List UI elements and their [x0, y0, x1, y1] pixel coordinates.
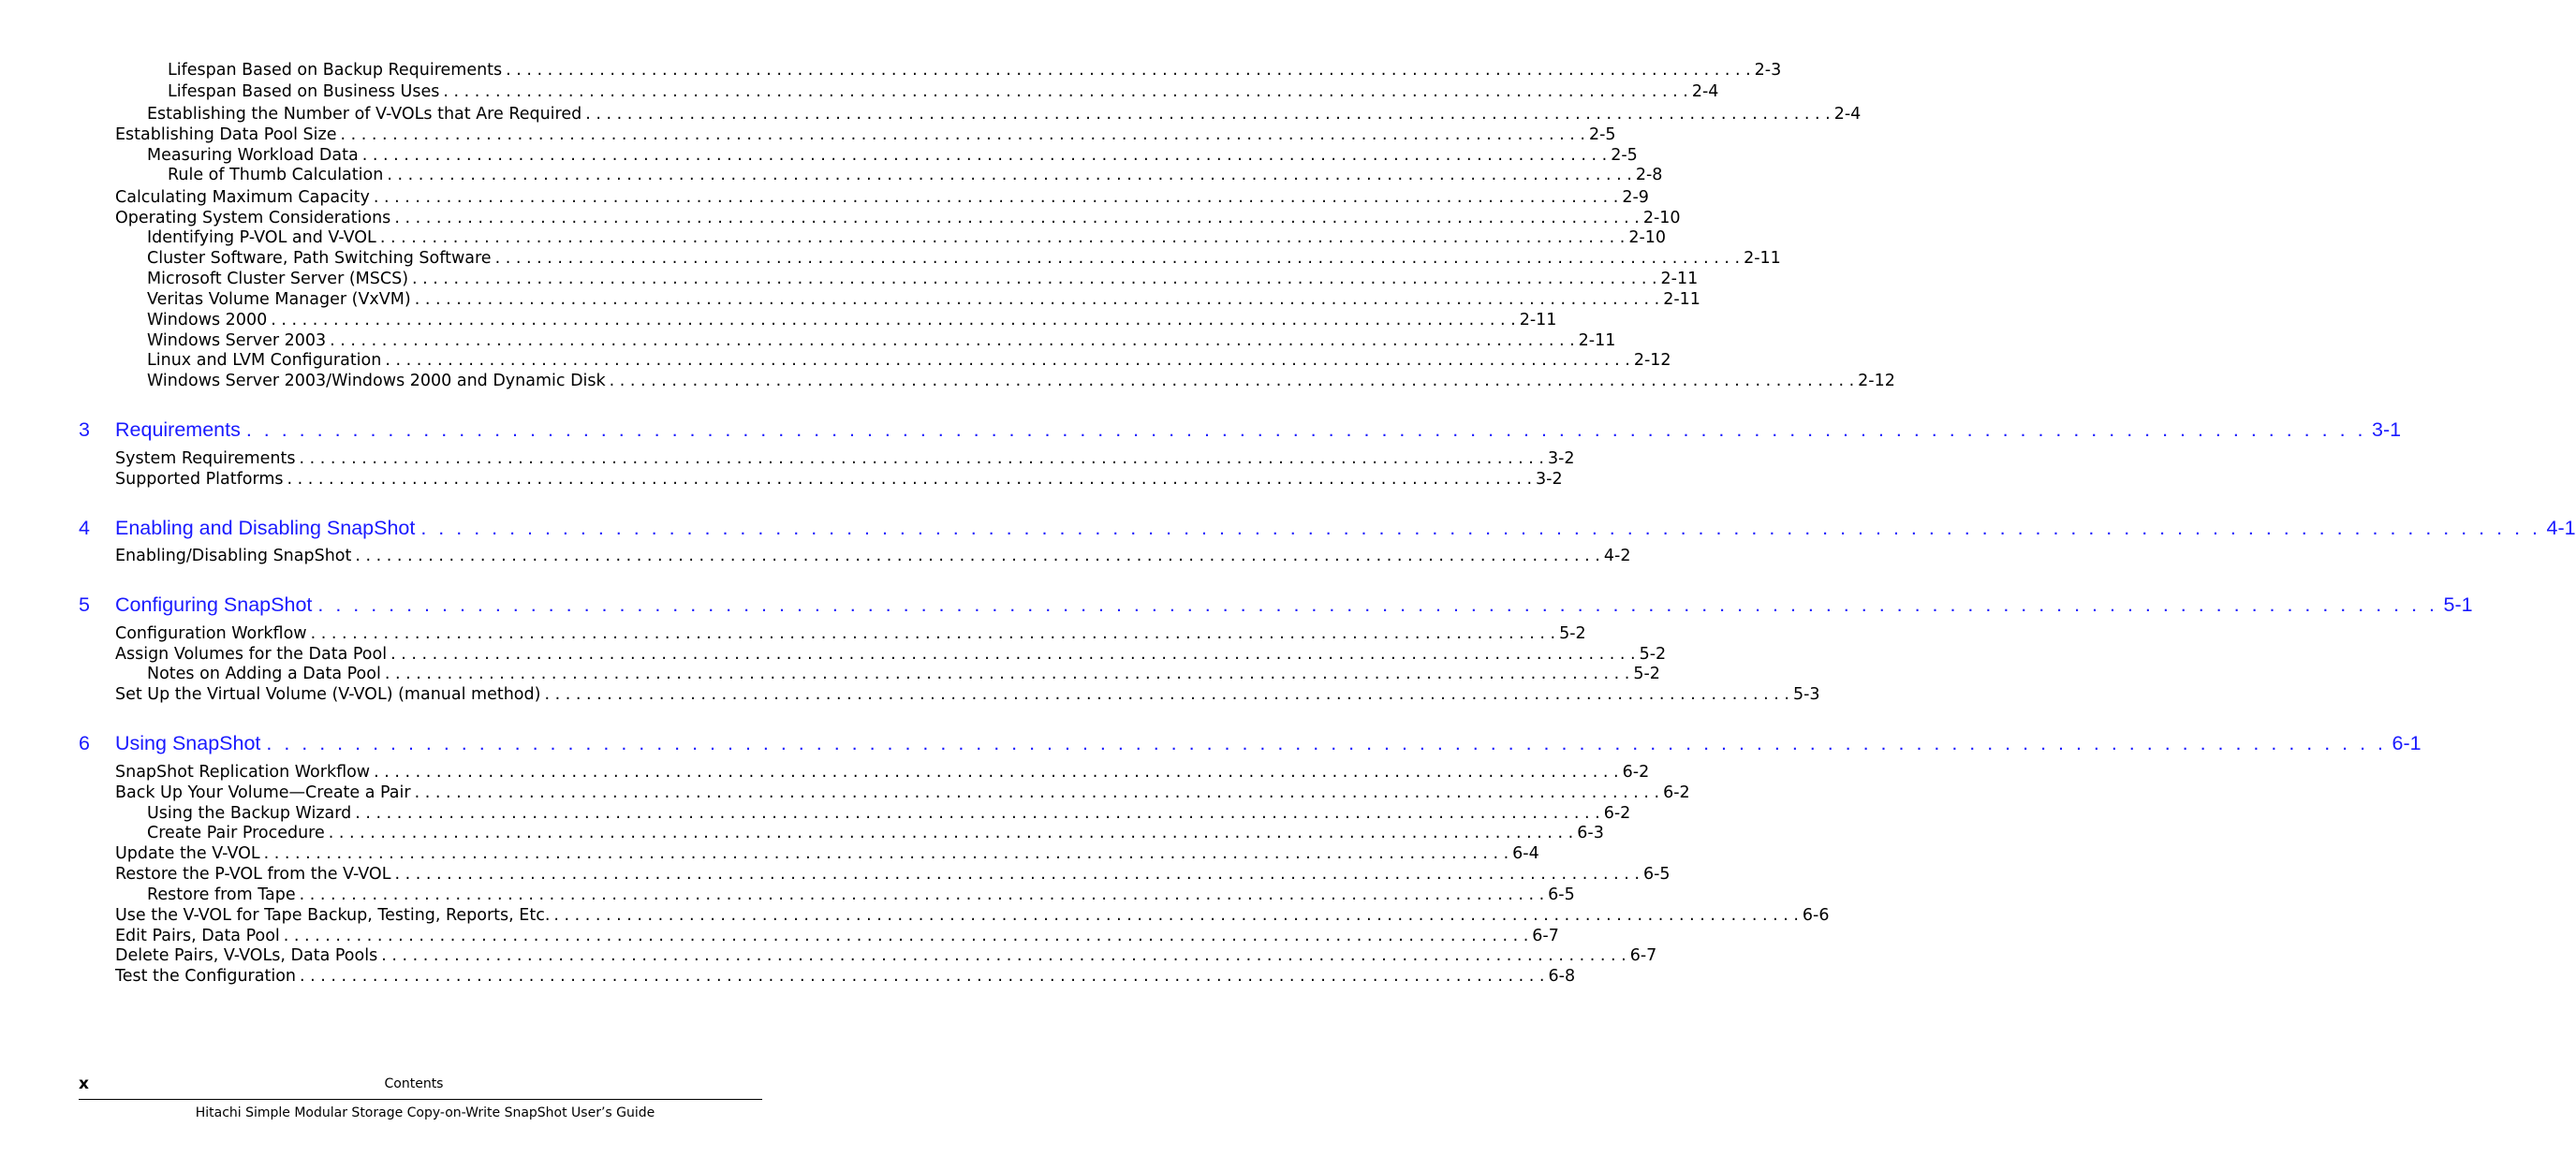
toc-entry[interactable] — [147, 145, 1638, 166]
toc-entry-page: 5-3 — [1792, 685, 1820, 704]
leader-dots: . . . . . . . . . . . . . . . . . . . . . . . . . . . . . . . . . . . . . . . . . . . . . . . . . . . . . . . . . . . . . . . . . . . . . . . . . . . . . . . . . . . . . . . . . . . . . . . . . . . . . . . . . . . . . . . . . . . . . . . . — [443, 82, 1688, 101]
chapter-heading-6[interactable] — [79, 731, 2421, 755]
toc-entry-title: Restore from Tape — [147, 885, 296, 904]
toc-entry-title: Microsoft Cluster Server (MSCS) — [147, 270, 409, 288]
leader-dots: . . . . . . . . . . . . . . . . . . . . . . . . . . . . . . . . . . . . . . . . . . . . . . . . . . . . . . . . . . . . . . . . . . . . . . . . . . . . . . . . . . . . . . . . . . . . . . . . . . . . . . . . . . . . . . . . . . . . . . . . — [317, 593, 2438, 616]
toc-entry-page: 2-10 — [1642, 209, 1681, 227]
leader-dots: . . . . . . . . . . . . . . . . . . . . . . . . . . . . . . . . . . . . . . . . . . . . . . . . . . . . . . . . . . . . . . . . . . . . . . . . . . . . . . . . . . . . . . . . . . . . . . . . . . . . . . . . . . . . . . . . . . . . . . . . — [414, 783, 1660, 802]
toc-entry-title: Supported Platforms — [115, 470, 284, 489]
toc-entry-page: 6-4 — [1512, 844, 1539, 863]
toc-entry-page: 2-4 — [1691, 82, 1719, 101]
toc-entry-page: 6-2 — [1622, 763, 1650, 782]
toc-entry-page: 6-5 — [1642, 865, 1671, 884]
toc-entry-page: 3-2 — [1547, 449, 1575, 468]
running-footer-guide-title: Hitachi Simple Modular Storage Copy-on-Write SnapShot User’s Guide — [195, 1105, 655, 1120]
toc-entry-title: Enabling/Disabling SnapShot — [115, 547, 352, 565]
toc-entry[interactable] — [147, 269, 1699, 289]
toc-entry-page: 2-11 — [1519, 311, 1557, 329]
leader-dots: . . . . . . . . . . . . . . . . . . . . . . . . . . . . . . . . . . . . . . . . . . . . . . . . . . . . . . . . . . . . . . . . . . . . . . . . . . . . . . . . . . . . . . . . . . . . . . . . . . . . . . . . . . . . . . . . . . . . . . . . — [394, 209, 1640, 227]
toc-entry-title: Lifespan Based on Backup Requirements — [168, 61, 503, 80]
toc-entry-title: Linux and LVM Configuration — [147, 351, 382, 370]
toc-entry-title: Assign Volumes for the Data Pool — [115, 645, 388, 664]
chapter-heading-5[interactable] — [79, 593, 2473, 617]
leader-dots: . . . . . . . . . . . . . . . . . . . . . . . . . . . . . . . . . . . . . . . . . . . . . . . . . . . . . . . . . . . . . . . . . . . . . . . . . . . . . . . . . . . . . . . . . . . . . . . . . . . . . . . . . . . . . . . . . . . . . . . . — [310, 624, 1556, 643]
page-number: x — [79, 1075, 89, 1093]
toc-entry[interactable] — [147, 248, 1781, 269]
toc-entry-title: SnapShot Replication Workflow — [115, 763, 371, 782]
leader-dots: . . . . . . . . . . . . . . . . . . . . . . . . . . . . . . . . . . . . . . . . . . . . . . . . . . . . . . . . . . . . . . . . . . . . . . . . . . . . . . . . . . . . . . . . . . . . . . . . . . . . . . . . . . . . . . . . . . . . . . . . — [390, 645, 1636, 664]
leader-dots: . . . . . . . . . . . . . . . . . . . . . . . . . . . . . . . . . . . . . . . . . . . . . . . . . . . . . . . . . . . . . . . . . . . . . . . . . . . . . . . . . . . . . . . . . . . . . . . . . . . . . . . . . . . . . . . . . . . . . . . . — [394, 865, 1640, 884]
toc-entry-page: 2-5 — [1611, 146, 1638, 165]
toc-entry-page: 2-11 — [1744, 249, 1781, 268]
leader-dots: . . . . . . . . . . . . . . . . . . . . . . . . . . . . . . . . . . . . . . . . . . . . . . . . . . . . . . . . . . . . . . . . . . . . . . . . . . . . . . . . . . . . . . . . . . . . . . . . . . . . . . . . . . . . . . . . . . . . . . . . — [340, 125, 1585, 144]
footer-divider — [79, 1099, 762, 1100]
leader-dots: . . . . . . . . . . . . . . . . . . . . . . . . . . . . . . . . . . . . . . . . . . . . . . . . . . . . . . . . . . . . . . . . . . . . . . . . . . . . . . . . . . . . . . . . . . . . . . . . . . . . . . . . . . . . . . . . . . . . . . . . — [271, 311, 1516, 329]
chapter-number: 4 — [79, 517, 90, 539]
leader-dots: . . . . . . . . . . . . . . . . . . . . . . . . . . . . . . . . . . . . . . . . . . . . . . . . . . . . . . . . . . . . . . . . . . . . . . . . . . . . . . . . . . . . . . . . . . . . . . . . . . . . . . . . . . . . . . . . . . . . . . . . — [300, 967, 1545, 986]
toc-entry-page: 2-5 — [1588, 125, 1616, 144]
chapter-heading-4[interactable] — [79, 516, 2576, 540]
toc-entry[interactable] — [168, 60, 1782, 80]
running-footer-section: Contents — [384, 1076, 444, 1091]
toc-entry[interactable] — [115, 843, 1539, 864]
toc-entry[interactable] — [147, 289, 1700, 310]
toc-entry-page: 4-2 — [1603, 547, 1631, 565]
toc-entry-title: System Requirements — [115, 449, 296, 468]
chapter-page: 3-1 — [2371, 418, 2402, 441]
toc-entry-page: 6-6 — [1802, 906, 1830, 925]
toc-entry-title: Delete Pairs, V-VOLs, Data Pools — [115, 946, 378, 965]
chapter-page: 4-1 — [2546, 517, 2576, 539]
leader-dots: . . . . . . . . . . . . . . . . . . . . . . . . . . . . . . . . . . . . . . . . . . . . . . . . . . . . . . . . . . . . . . . . . . . . . . . . . . . . . . . . . . . . . . . . . . . . . . . . . . . . . . . . . . . . . . . . . . . . . . . . — [494, 249, 1741, 268]
toc-entry[interactable] — [115, 469, 1563, 490]
toc-entry-page: 6-7 — [1532, 927, 1559, 945]
toc-entry-title: Test the Configuration — [115, 967, 296, 986]
toc-entry-title: Edit Pairs, Data Pool — [115, 927, 280, 945]
toc-entry[interactable] — [147, 664, 1660, 684]
toc-entry[interactable] — [147, 330, 1616, 351]
toc-entry[interactable] — [115, 945, 1657, 966]
leader-dots: . . . . . . . . . . . . . . . . . . . . . . . . . . . . . . . . . . . . . . . . . . . . . . . . . . . . . . . . . . . . . . . . . . . . . . . . . . . . . . . . . . . . . . . . . . . . . . . . . . . . . . . . . . . . . . . . . . . . . . . . — [266, 732, 2387, 754]
toc-entry[interactable] — [115, 623, 1586, 644]
toc-entry-title: Identifying P-VOL and V-VOL — [147, 228, 376, 247]
toc-entry[interactable] — [115, 208, 1681, 228]
leader-dots: . . . . . . . . . . . . . . . . . . . . . . . . . . . . . . . . . . . . . . . . . . . . . . . . . . . . . . . . . . . . . . . . . . . . . . . . . . . . . . . . . . . . . . . . . . . . . . . . . . . . . . . . . . . . . . . . . . . . . . . . — [381, 946, 1627, 965]
leader-dots: . . . . . . . . . . . . . . . . . . . . . . . . . . . . . . . . . . . . . . . . . . . . . . . . . . . . . . . . . . . . . . . . . . . . . . . . . . . . . . . . . . . . . . . . . . . . . . . . . . . . . . . . . . . . . . . . . . . . . . . . — [361, 146, 1608, 165]
leader-dots: . . . . . . . . . . . . . . . . . . . . . . . . . . . . . . . . . . . . . . . . . . . . . . . . . . . . . . . . . . . . . . . . . . . . . . . . . . . . . . . . . . . . . . . . . . . . . . . . . . . . . . . . . . . . . . . . . . . . . . . . — [609, 372, 1855, 390]
toc-entry[interactable] — [115, 864, 1671, 885]
toc-entry[interactable] — [115, 684, 1820, 705]
leader-dots: . . . . . . . . . . . . . . . . . . . . . . . . . . . . . . . . . . . . . . . . . . . . . . . . . . . . . . . . . . . . . . . . . . . . . . . . . . . . . . . . . . . . . . . . . . . . . . . . . . . . . . . . . . . . . . . . . . . . . . . . — [412, 270, 1657, 288]
chapter-title: Configuring SnapShot — [115, 593, 313, 616]
toc-entry-page: 2-12 — [1858, 372, 1895, 390]
toc-entry-title: Veritas Volume Manager (VxVM) — [147, 290, 411, 309]
chapter-number: 3 — [79, 418, 90, 441]
toc-entry-page: 6-3 — [1577, 824, 1604, 842]
toc-entry[interactable] — [115, 644, 1667, 665]
toc-entry-page: 2-3 — [1754, 61, 1782, 80]
toc-entry-page: 6-5 — [1548, 885, 1575, 904]
chapter-page: 6-1 — [2392, 732, 2421, 754]
chapter-title: Enabling and Disabling SnapShot — [115, 517, 416, 539]
leader-dots: . . . . . . . . . . . . . . . . . . . . . . . . . . . . . . . . . . . . . . . . . . . . . . . . . . . . . . . . . . . . . . . . . . . . . . . . . . . . . . . . . . . . . . . . . . . . . . . . . . . . . . . . . . . . . . . . . . . . . . . . — [287, 470, 1533, 489]
leader-dots: . . . . . . . . . . . . . . . . . . . . . . . . . . . . . . . . . . . . . . . . . . . . . . . . . . . . . . . . . . . . . . . . . . . . . . . . . . . . . . . . . . . . . . . . . . . . . . . . . . . . . . . . . . . . . . . . . . . . . . . . — [263, 844, 1509, 863]
leader-dots: . . . . . . . . . . . . . . . . . . . . . . . . . . . . . . . . . . . . . . . . . . . . . . . . . . . . . . . . . . . . . . . . . . . . . . . . . . . . . . . . . . . . . . . . . . . . . . . . . . . . . . . . . . . . . . . . . . . . . . . . — [553, 906, 1799, 925]
toc-entry[interactable] — [147, 823, 1604, 843]
toc-entry-page: 5-2 — [1559, 624, 1586, 643]
toc-entry[interactable] — [115, 926, 1559, 946]
toc-entry-page: 2-11 — [1663, 290, 1700, 309]
toc-entry[interactable] — [147, 371, 1895, 391]
toc-entry-title: Establishing Data Pool Size — [115, 125, 337, 144]
toc-entry-page: 6-2 — [1663, 783, 1690, 802]
toc-entry-title: Create Pair Procedure — [147, 824, 325, 842]
toc-entry[interactable] — [115, 448, 1575, 469]
toc-entry-title: Restore the P-VOL from the V-VOL — [115, 865, 391, 884]
leader-dots: . . . . . . . . . . . . . . . . . . . . . . . . . . . . . . . . . . . . . . . . . . . . . . . . . . . . . . . . . . . . . . . . . . . . . . . . . . . . . . . . . . . . . . . . . . . . . . . . . . . . . . . . . . . . . . . . . . . . . . . . — [379, 228, 1626, 247]
toc-entry[interactable] — [147, 350, 1671, 371]
toc-entry-page: 3-2 — [1536, 470, 1563, 489]
toc-entry[interactable] — [115, 124, 1616, 145]
toc-entry-page: 2-11 — [1578, 331, 1616, 350]
leader-dots: . . . . . . . . . . . . . . . . . . . . . . . . . . . . . . . . . . . . . . . . . . . . . . . . . . . . . . . . . . . . . . . . . . . . . . . . . . . . . . . . . . . . . . . . . . . . . . . . . . . . . . . . . . . . . . . . . . . . . . . . — [299, 449, 1544, 468]
leader-dots: . . . . . . . . . . . . . . . . . . . . . . . . . . . . . . . . . . . . . . . . . . . . . . . . . . . . . . . . . . . . . . . . . . . . . . . . . . . . . . . . . . . . . . . . . . . . . . . . . . . . . . . . . . . . . . . . . . . . . . . . — [299, 885, 1545, 904]
leader-dots: . . . . . . . . . . . . . . . . . . . . . . . . . . . . . . . . . . . . . . . . . . . . . . . . . . . . . . . . . . . . . . . . . . . . . . . . . . . . . . . . . . . . . . . . . . . . . . . . . . . . . . . . . . . . . . . . . . . . . . . . — [420, 517, 2541, 539]
toc-entry-page: 5-2 — [1639, 645, 1667, 664]
toc-entry-title: Operating System Considerations — [115, 209, 391, 227]
toc-entry[interactable] — [168, 81, 1719, 102]
toc-entry[interactable] — [115, 966, 1576, 987]
toc-entry-title: Lifespan Based on Business Uses — [168, 82, 440, 101]
toc-entry-title: Calculating Maximum Capacity — [115, 188, 370, 207]
toc-entry-page: 2-12 — [1633, 351, 1671, 370]
leader-dots: . . . . . . . . . . . . . . . . . . . . . . . . . . . . . . . . . . . . . . . . . . . . . . . . . . . . . . . . . . . . . . . . . . . . . . . . . . . . . . . . . . . . . . . . . . . . . . . . . . . . . . . . . . . . . . . . . . . . . . . . — [355, 804, 1600, 823]
toc-entry-title: Windows Server 2003 — [147, 331, 327, 350]
leader-dots: . . . . . . . . . . . . . . . . . . . . . . . . . . . . . . . . . . . . . . . . . . . . . . . . . . . . . . . . . . . . . . . . . . . . . . . . . . . . . . . . . . . . . . . . . . . . . . . . . . . . . . . . . . . . . . . . . . . . . . . . — [373, 188, 1619, 207]
leader-dots: . . . . . . . . . . . . . . . . . . . . . . . . . . . . . . . . . . . . . . . . . . . . . . . . . . . . . . . . . . . . . . . . . . . . . . . . . . . . . . . . . . . . . . . . . . . . . . . . . . . . . . . . . . . . . . . . . . . . . . . . — [330, 331, 1575, 350]
chapter-title: Requirements — [115, 418, 241, 441]
toc-entry[interactable] — [147, 104, 1862, 124]
toc-entry-page: 6-7 — [1629, 946, 1657, 965]
toc-entry-title: Cluster Software, Path Switching Software — [147, 249, 492, 268]
leader-dots: . . . . . . . . . . . . . . . . . . . . . . . . . . . . . . . . . . . . . . . . . . . . . . . . . . . . . . . . . . . . . . . . . . . . . . . . . . . . . . . . . . . . . . . . . . . . . . . . . . . . . . . . . . . . . . . . . . . . . . . . — [544, 685, 1789, 704]
chapter-number: 6 — [79, 732, 90, 754]
toc-entry-page: 6-8 — [1548, 967, 1576, 986]
toc-entry-title: Rule of Thumb Calculation — [168, 166, 384, 184]
toc-entry[interactable] — [147, 885, 1575, 905]
toc-entry[interactable] — [115, 187, 1649, 208]
toc-entry-title: Notes on Adding a Data Pool — [147, 665, 381, 683]
toc-entry-page: 2-10 — [1628, 228, 1667, 247]
chapter-number: 5 — [79, 593, 90, 616]
toc-entry-page: 2-8 — [1635, 166, 1663, 184]
toc-entry[interactable] — [115, 762, 1650, 783]
chapter-heading-3[interactable] — [79, 417, 2402, 442]
leader-dots: . . . . . . . . . . . . . . . . . . . . . . . . . . . . . . . . . . . . . . . . . . . . . . . . . . . . . . . . . . . . . . . . . . . . . . . . . . . . . . . . . . . . . . . . . . . . . . . . . . . . . . . . . . . . . . . . . . . . . . . . — [384, 665, 1630, 683]
toc-entry-title: Use the V-VOL for Tape Backup, Testing, Reports, Etc. — [115, 906, 551, 925]
toc-entry-title: Establishing the Number of V-VOLs that Are Required — [147, 105, 582, 124]
toc-entry[interactable] — [115, 546, 1631, 566]
toc-entry-page: 2-4 — [1833, 105, 1862, 124]
toc-entry-title: Configuration Workflow — [115, 624, 307, 643]
toc-entry-title: Back Up Your Volume—Create a Pair — [115, 783, 411, 802]
chapter-page: 5-1 — [2443, 593, 2473, 616]
chapter-title: Using SnapShot — [115, 732, 261, 754]
leader-dots: . . . . . . . . . . . . . . . . . . . . . . . . . . . . . . . . . . . . . . . . . . . . . . . . . . . . . . . . . . . . . . . . . . . . . . . . . . . . . . . . . . . . . . . . . . . . . . . . . . . . . . . . . . . . . . . . . . . . . . . . — [506, 61, 1751, 80]
leader-dots: . . . . . . . . . . . . . . . . . . . . . . . . . . . . . . . . . . . . . . . . . . . . . . . . . . . . . . . . . . . . . . . . . . . . . . . . . . . . . . . . . . . . . . . . . . . . . . . . . . . . . . . . . . . . . . . . . . . . . . . . — [328, 824, 1574, 842]
toc-entry[interactable] — [147, 227, 1667, 248]
toc-entry[interactable] — [147, 803, 1631, 824]
toc-entry[interactable] — [115, 783, 1690, 803]
toc-entry-title: Measuring Workload Data — [147, 146, 359, 165]
leader-dots: . . . . . . . . . . . . . . . . . . . . . . . . . . . . . . . . . . . . . . . . . . . . . . . . . . . . . . . . . . . . . . . . . . . . . . . . . . . . . . . . . . . . . . . . . . . . . . . . . . . . . . . . . . . . . . . . . . . . . . . . — [245, 418, 2366, 441]
toc-entry[interactable] — [168, 165, 1663, 185]
leader-dots: . . . . . . . . . . . . . . . . . . . . . . . . . . . . . . . . . . . . . . . . . . . . . . . . . . . . . . . . . . . . . . . . . . . . . . . . . . . . . . . . . . . . . . . . . . . . . . . . . . . . . . . . . . . . . . . . . . . . . . . . — [355, 547, 1600, 565]
toc-entry-title: Update the V-VOL — [115, 844, 260, 863]
leader-dots: . . . . . . . . . . . . . . . . . . . . . . . . . . . . . . . . . . . . . . . . . . . . . . . . . . . . . . . . . . . . . . . . . . . . . . . . . . . . . . . . . . . . . . . . . . . . . . . . . . . . . . . . . . . . . . . . . . . . . . . . — [385, 351, 1630, 370]
toc-entry-page: 2-9 — [1622, 188, 1649, 207]
toc-entry-page: 2-11 — [1660, 270, 1699, 288]
leader-dots: . . . . . . . . . . . . . . . . . . . . . . . . . . . . . . . . . . . . . . . . . . . . . . . . . . . . . . . . . . . . . . . . . . . . . . . . . . . . . . . . . . . . . . . . . . . . . . . . . . . . . . . . . . . . . . . . . . . . . . . . — [387, 166, 1632, 184]
toc-entry-page: 5-2 — [1633, 665, 1660, 683]
leader-dots: . . . . . . . . . . . . . . . . . . . . . . . . . . . . . . . . . . . . . . . . . . . . . . . . . . . . . . . . . . . . . . . . . . . . . . . . . . . . . . . . . . . . . . . . . . . . . . . . . . . . . . . . . . . . . . . . . . . . . . . . — [414, 290, 1660, 309]
toc-entry[interactable] — [115, 905, 1830, 926]
toc-entry-page: 6-2 — [1603, 804, 1631, 823]
leader-dots: . . . . . . . . . . . . . . . . . . . . . . . . . . . . . . . . . . . . . . . . . . . . . . . . . . . . . . . . . . . . . . . . . . . . . . . . . . . . . . . . . . . . . . . . . . . . . . . . . . . . . . . . . . . . . . . . . . . . . . . . — [283, 927, 1529, 945]
leader-dots: . . . . . . . . . . . . . . . . . . . . . . . . . . . . . . . . . . . . . . . . . . . . . . . . . . . . . . . . . . . . . . . . . . . . . . . . . . . . . . . . . . . . . . . . . . . . . . . . . . . . . . . . . . . . . . . . . . . . . . . . — [585, 105, 1831, 124]
toc-entry-title: Windows 2000 — [147, 311, 268, 329]
toc-entry-title: Using the Backup Wizard — [147, 804, 352, 823]
toc-entry-title: Set Up the Virtual Volume (V-VOL) (manual method) — [115, 685, 541, 704]
toc-entry-title: Windows Server 2003/Windows 2000 and Dynamic Disk — [147, 372, 606, 390]
toc-entry[interactable] — [147, 310, 1557, 330]
leader-dots: . . . . . . . . . . . . . . . . . . . . . . . . . . . . . . . . . . . . . . . . . . . . . . . . . . . . . . . . . . . . . . . . . . . . . . . . . . . . . . . . . . . . . . . . . . . . . . . . . . . . . . . . . . . . . . . . . . . . . . . . — [374, 763, 1619, 782]
